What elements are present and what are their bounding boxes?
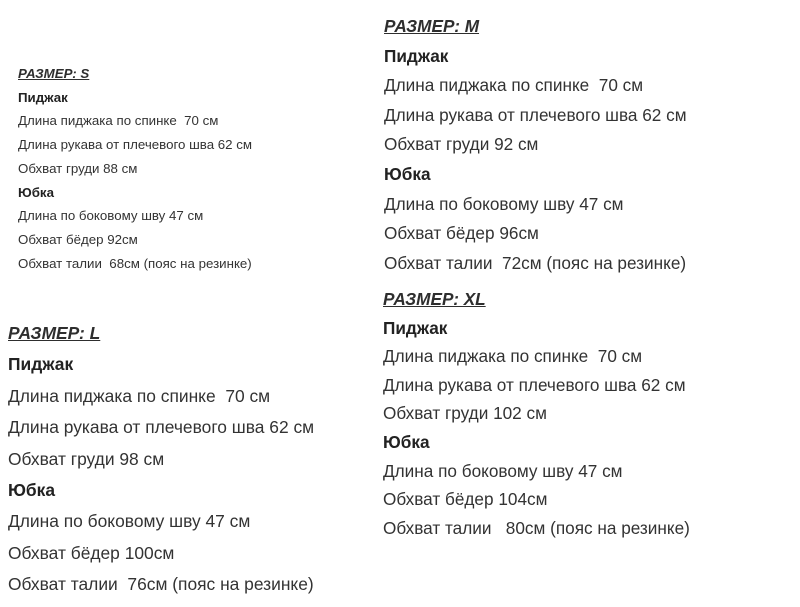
- size-s-block: [18, 62, 252, 275]
- measurement-line: Обхват талии 76см (пояс на резинке): [8, 574, 314, 595]
- size-title: РАЗМЕР: М: [384, 16, 480, 36]
- size-m-block: [384, 12, 687, 278]
- measurement-line: Длина пиджака по спинке 70 см: [383, 346, 643, 367]
- jacket-heading: Пиджак: [18, 89, 68, 105]
- size-title: РАЗМЕР: S: [18, 66, 90, 81]
- measurement-line: Длина рукава от плечевого шва 62 см: [383, 374, 686, 395]
- jacket-heading: Пиджак: [383, 317, 448, 338]
- skirt-heading: Юбка: [8, 480, 56, 501]
- skirt-heading: Юбка: [384, 163, 431, 184]
- measurement-line: Обхват груди 102 см: [383, 403, 547, 424]
- measurement-line: Обхват талии 68см (пояс на резинке): [18, 255, 252, 271]
- measurement-line: Обхват талии 80см (пояс на резинке): [383, 517, 690, 538]
- measurement-line: Длина рукава от плечевого шва 62 см: [384, 104, 687, 125]
- measurement-line: Обхват бёдер 104см: [383, 489, 548, 510]
- measurement-line: Длина рукава от плечевого шва 62 см: [8, 417, 315, 438]
- jacket-heading: Пиджак: [8, 354, 74, 375]
- measurement-line: Обхват бёдер 100см: [8, 542, 175, 563]
- measurement-line: Длина по боковому шву 47 см: [384, 193, 624, 214]
- measurement-line: Обхват бёдер 96см: [384, 223, 539, 244]
- measurement-line: Длина рукава от плечевого шва 62 см: [18, 137, 253, 153]
- skirt-heading: Юбка: [383, 431, 430, 452]
- jacket-heading: Пиджак: [384, 45, 449, 66]
- measurement-line: Обхват груди 98 см: [8, 448, 165, 469]
- measurement-line: Длина пиджака по спинке 70 см: [384, 75, 644, 96]
- size-title: РАЗМЕР: L: [8, 323, 101, 343]
- measurement-line: Длина по боковому шву 47 см: [383, 460, 623, 481]
- measurement-line: Обхват груди 92 см: [384, 134, 539, 155]
- measurement-line: Длина по боковому шву 47 см: [8, 511, 251, 532]
- measurement-line: Длина пиджака по спинке 70 см: [18, 113, 219, 129]
- measurement-line: Обхват талии 72см (пояс на резинке): [384, 252, 687, 273]
- measurement-line: Длина по боковому шву 47 см: [18, 208, 204, 224]
- skirt-heading: Юбка: [18, 184, 54, 200]
- size-xl-block: [383, 285, 690, 542]
- measurement-line: Длина пиджака по спинке 70 см: [8, 385, 271, 406]
- size-title: РАЗМЕР: XL: [383, 289, 486, 309]
- measurement-line: Обхват груди 88 см: [18, 160, 138, 176]
- measurement-line: Обхват бёдер 92см: [18, 231, 138, 247]
- size-l-block: [8, 318, 314, 601]
